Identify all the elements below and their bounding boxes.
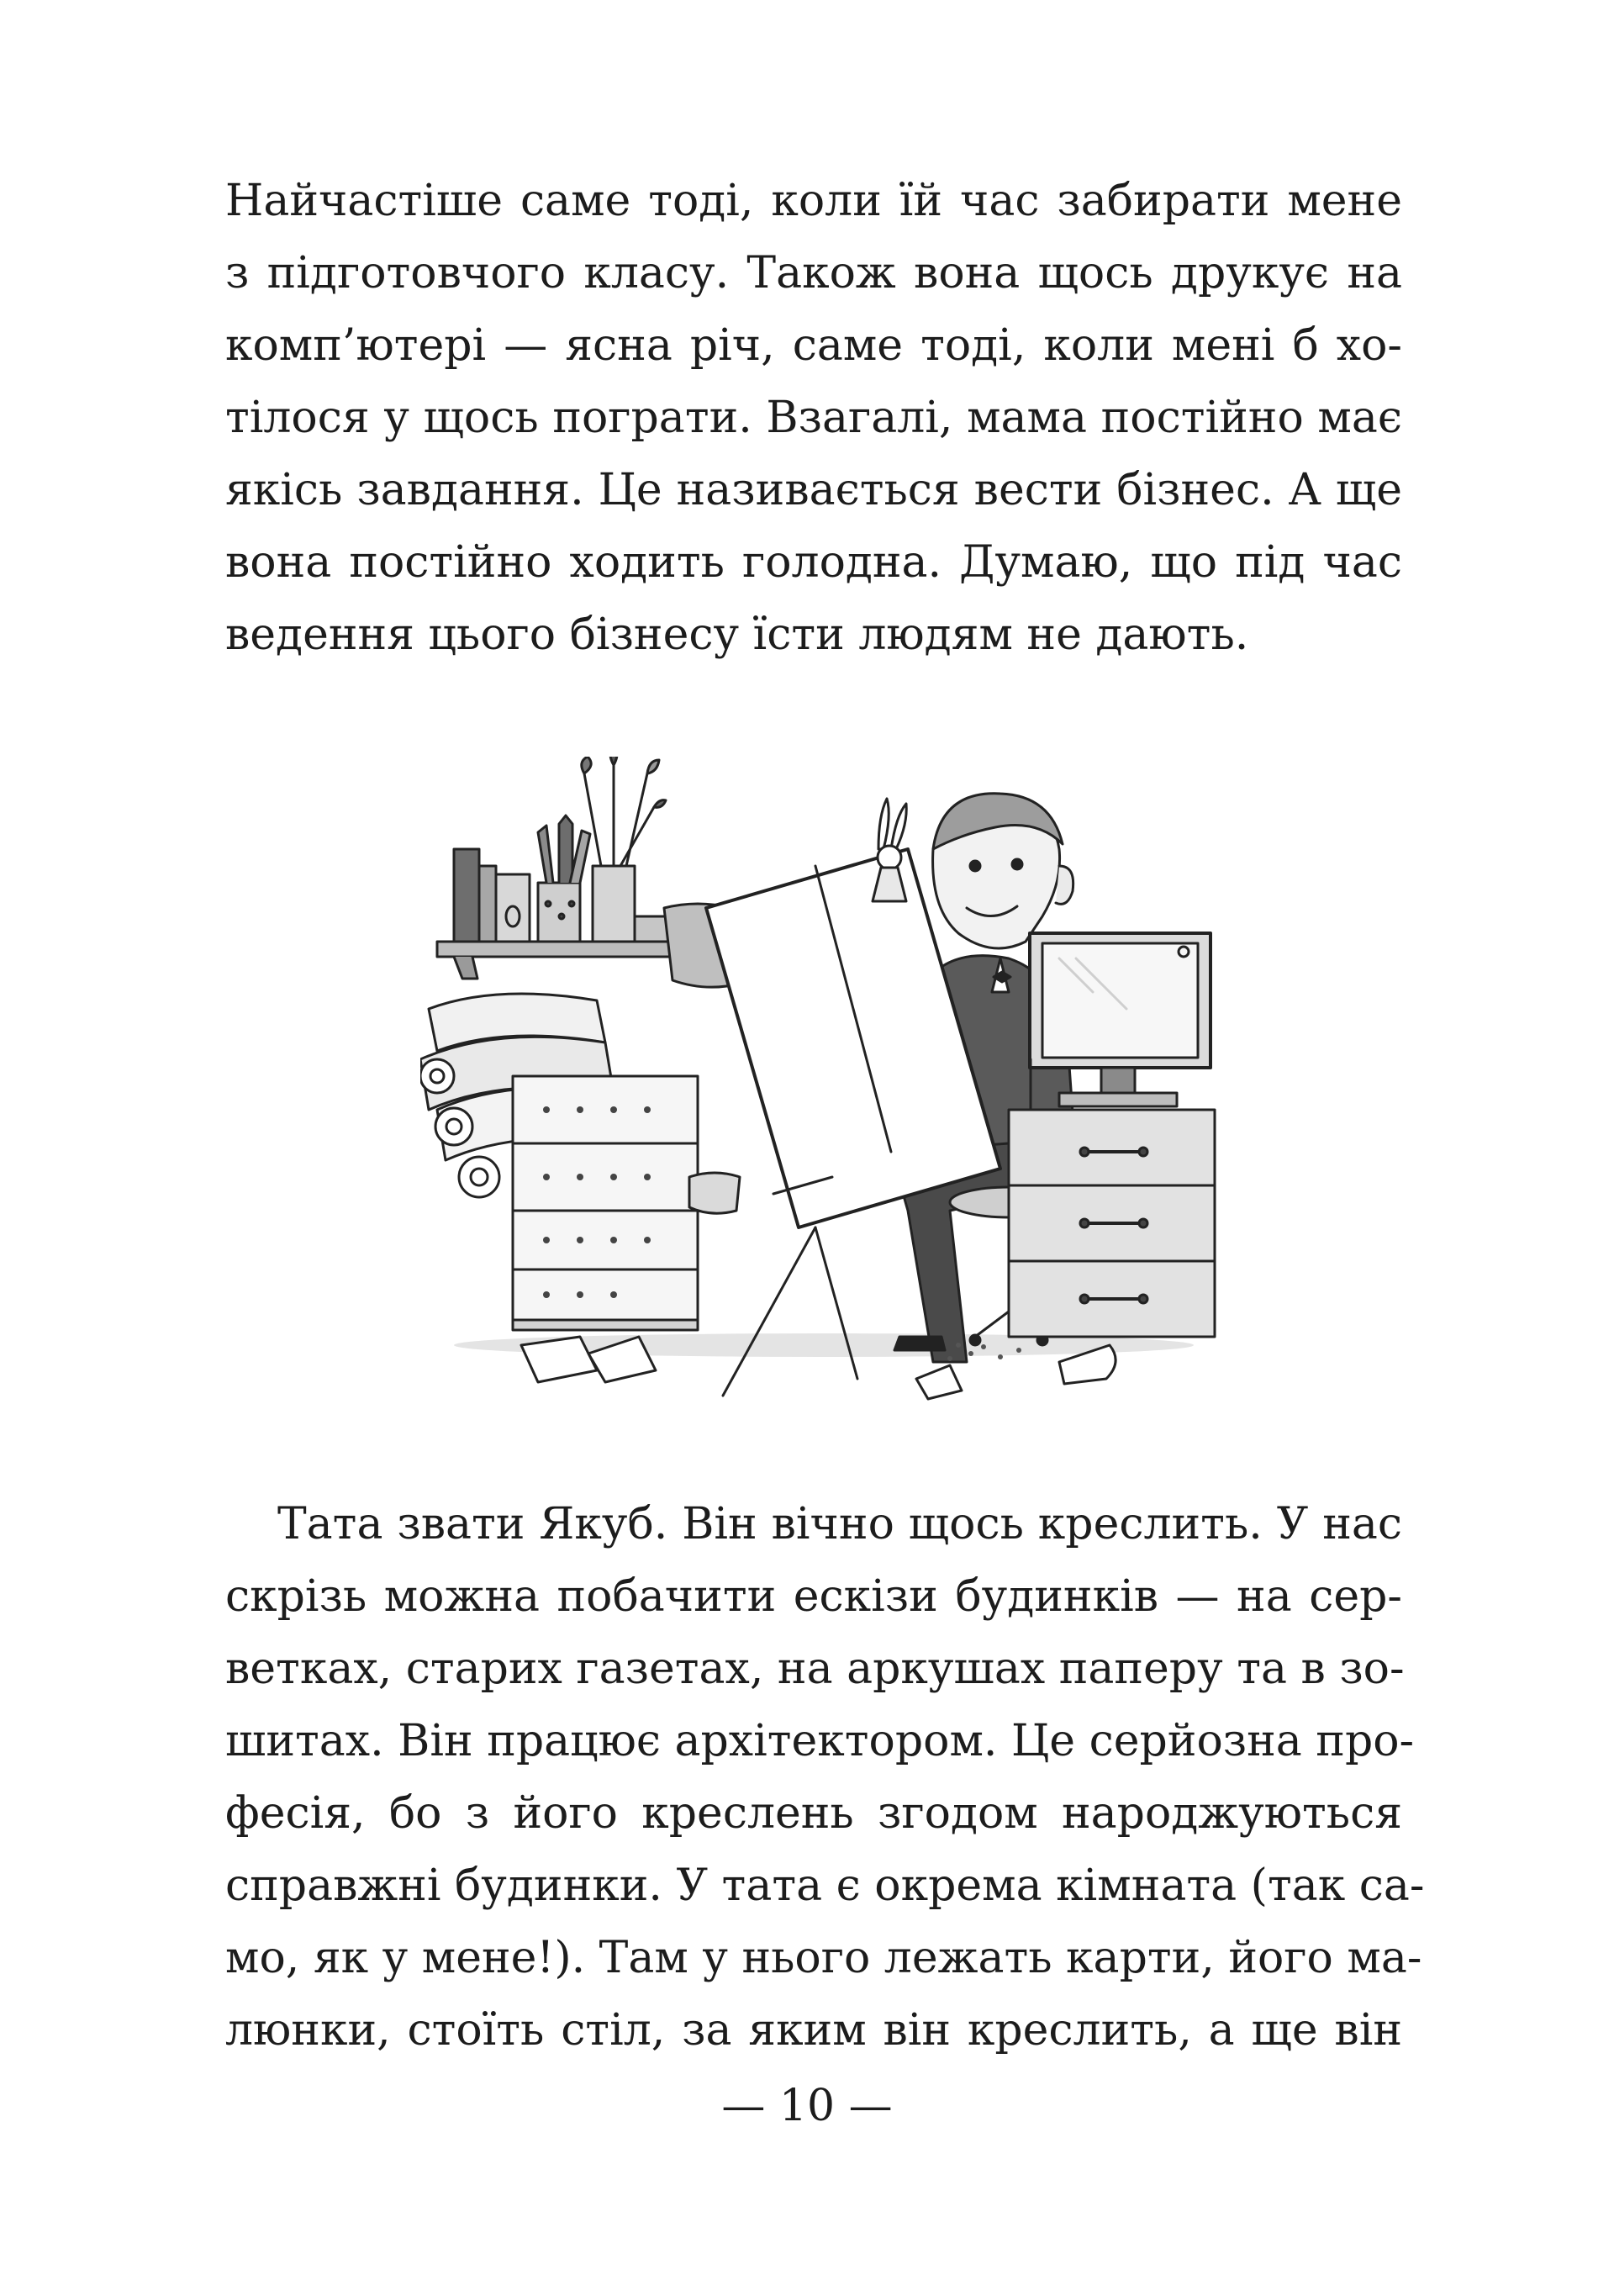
paragraph-2	[225, 1488, 1425, 2066]
text-line: вона постійно ходить голодна. Думаю, що під час	[225, 537, 1402, 588]
text-line: з підготовчого класу. Також вона щось друкує на	[225, 248, 1402, 298]
text-line: Тата звати Якуб. Він вічно щось креслить. У нас	[277, 1499, 1402, 1549]
text-line: люнки, стоїть стіл, за яким він креслить, а ще він	[225, 2005, 1402, 2056]
text-line: ведення цього бізнесу їсти людям не дають.	[225, 610, 1249, 660]
text-line: ветках, старих газетах, на аркушах паперу та в зо-	[225, 1644, 1405, 1694]
text-line: Найчастіше саме тоді, коли їй час забирати мене	[225, 176, 1402, 226]
architect-illustration	[420, 757, 1227, 1429]
text-line: справжні будинки. У тата є окрема кімната (так са-	[225, 1861, 1425, 1911]
text-line: якісь завдання. Це називається вести бізнес. А ще	[225, 465, 1402, 515]
books	[454, 849, 530, 942]
pencil-cup	[538, 815, 590, 942]
text-line: скрізь можна побачити ескізи будинків — на сер-	[225, 1571, 1402, 1622]
text-line: комп’ютері — ясна річ, саме тоді, коли мені б хо-	[225, 320, 1402, 371]
paragraph-1	[225, 165, 1402, 671]
text-line: фесія, бо з його креслень згодом народжуються	[225, 1788, 1402, 1839]
page-number: — 10 —	[721, 2081, 893, 2131]
left-cabinet	[513, 1076, 698, 1330]
brush-cup	[582, 757, 666, 942]
right-cabinet	[1009, 1110, 1215, 1337]
text-line: шитах. Він працює архітектором. Це серйозна про-	[225, 1716, 1415, 1766]
text-line: мо, як у мене!). Там у нього лежать карти, його ма-	[225, 1933, 1422, 1983]
text-line: тілося у щось пограти. Взагалі, мама постійно має	[225, 393, 1402, 443]
